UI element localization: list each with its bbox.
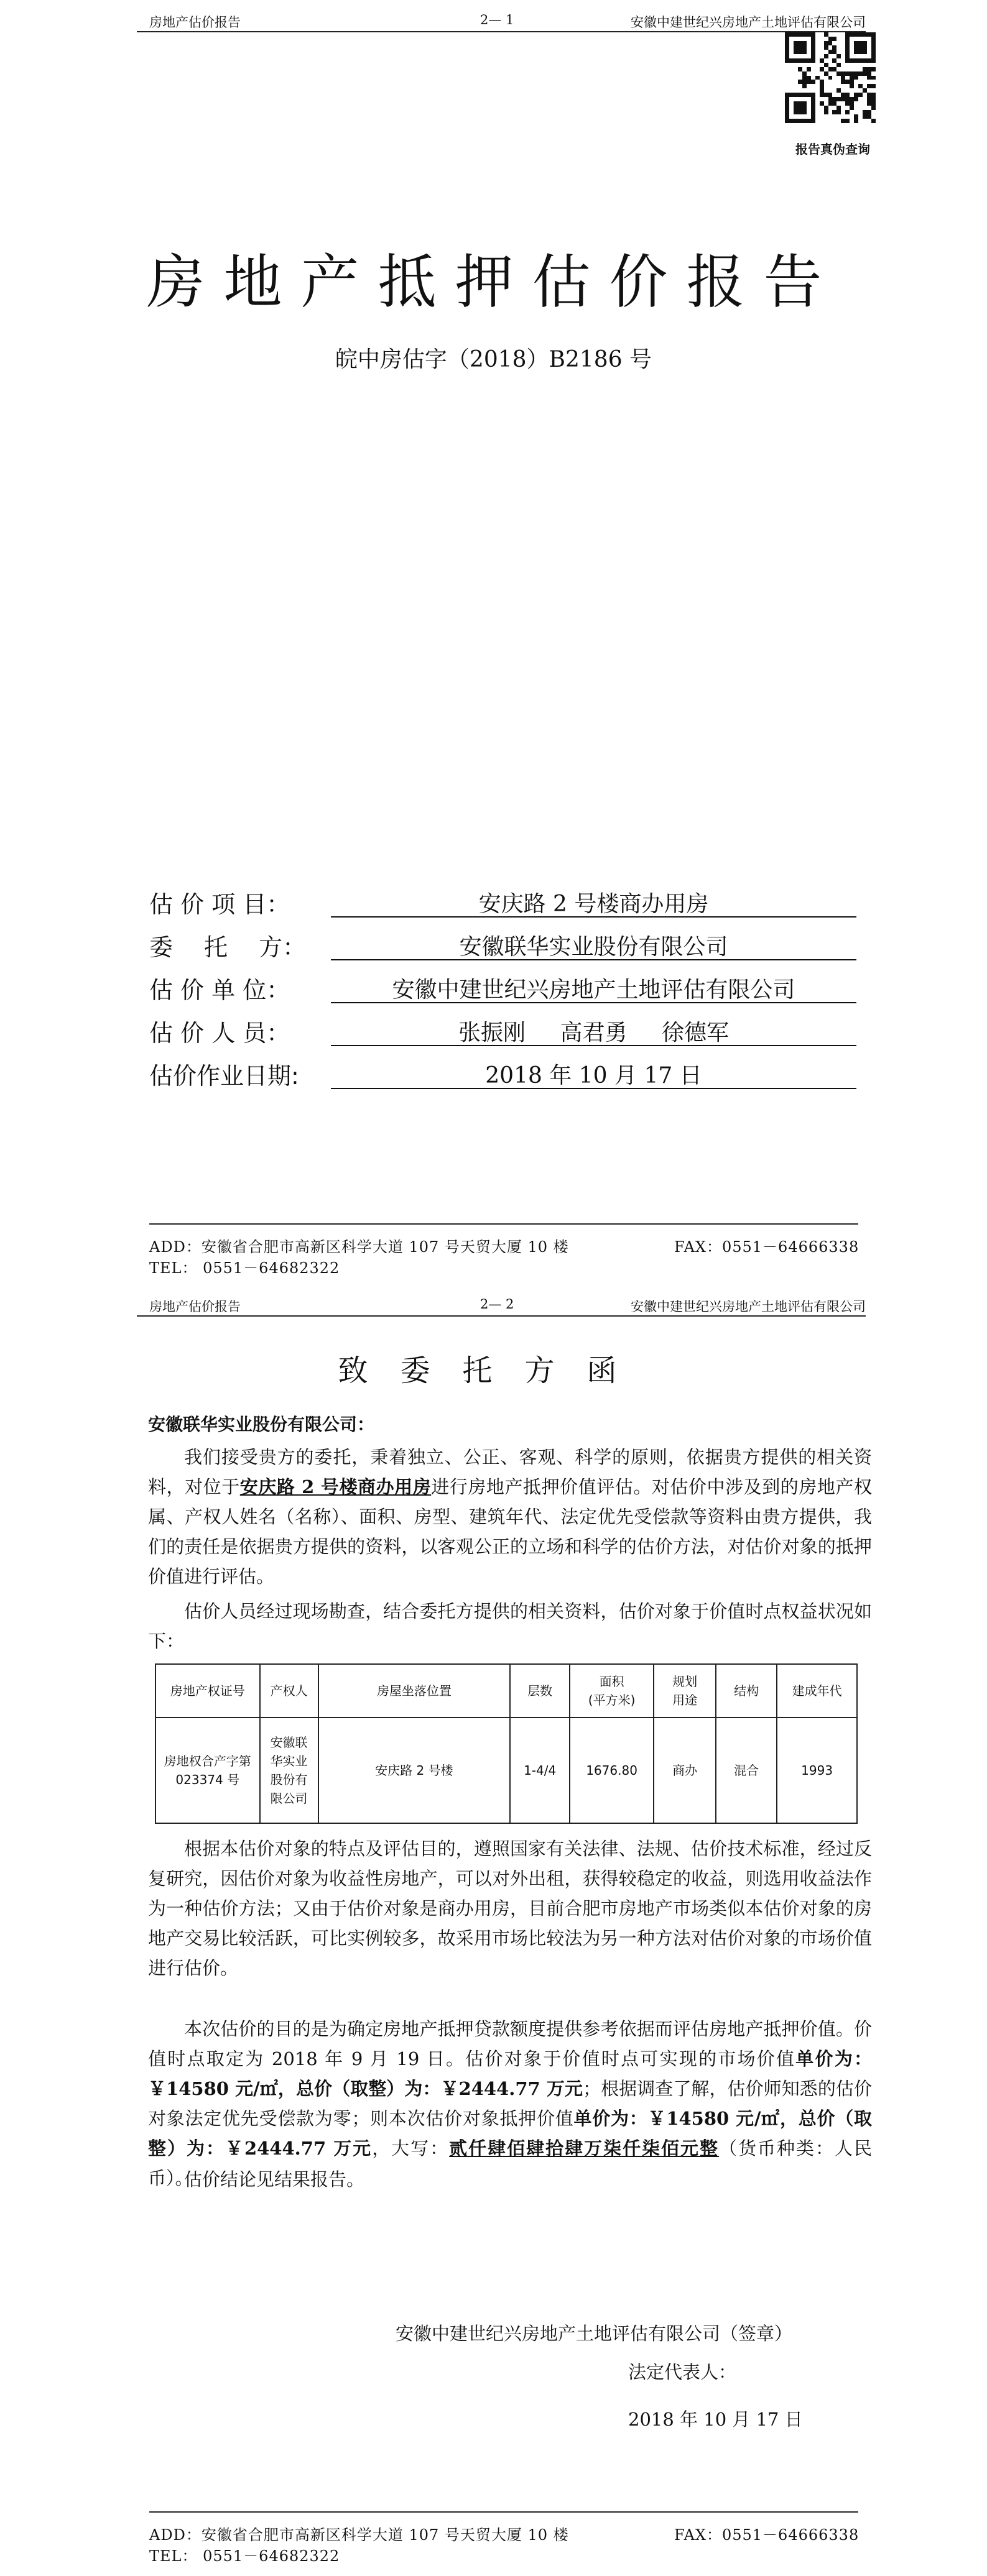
appraiser-name: 徐德军	[661, 1020, 729, 1046]
footer-address: ADD：安徽省合肥市高新区科学大道 107 号天贸大厦 10 楼	[149, 1238, 569, 1256]
text: 我们接受贵方的委托，秉着独立、公正、客观、科学的原则，依据贵方提供的相关资料，对位于	[148, 1447, 872, 1497]
paragraph-1	[148, 1442, 872, 1591]
qr-code-icon[interactable]	[785, 32, 876, 123]
signature-company: 安徽中建世纪兴房地产土地评估有限公司（签章）	[396, 2323, 793, 2344]
property-name: 安庆路 2 号楼商办用房	[239, 1476, 432, 1497]
appraiser-name: 张振刚	[458, 1020, 526, 1046]
column-header: 房地产权证号	[155, 1664, 260, 1718]
paragraph-5: 估价结论见结果报告。	[184, 2169, 365, 2190]
field-appraisers	[149, 1010, 852, 1047]
mortgage-value: 单价为：￥14580 元/㎡，总价（取整）为：￥2444.77 万元	[148, 2108, 872, 2159]
table-cell: 商办	[654, 1718, 716, 1823]
field-date	[149, 1053, 852, 1090]
table-row	[155, 1718, 857, 1823]
field-label: 估 价 人 员：	[149, 1019, 290, 1047]
text: 进行房地产抵押价值评估。对估价中涉及到的房地产权属、产权人姓名（名称）、面积、房型、建筑年代、法定优先受偿款等资料由贵方提供，我们的责任是依据贵方提供的资料，以客观公正的立场和科学的估价方法，对估价对象的抵押价值进行评估。	[148, 1476, 872, 1587]
column-header: 结构	[716, 1664, 777, 1718]
footer-tel: TEL： 0551－64682322	[149, 1259, 340, 1277]
header-right: 安徽中建世纪兴房地产土地评估有限公司	[631, 1299, 866, 1314]
field-value: 安庆路 2 号楼商办用房	[331, 886, 856, 918]
header-right: 安徽中建世纪兴房地产土地评估有限公司	[631, 15, 866, 30]
qr-caption: 报告真伪查询	[795, 142, 870, 157]
field-appraiser-company	[149, 967, 852, 1005]
column-header: 建成年代	[777, 1664, 857, 1718]
footer-rule	[149, 2511, 858, 2513]
signature-date: 2018 年 10 月 17 日	[628, 2409, 803, 2430]
paragraph-3: 根据本估价对象的特点及评估目的，遵照国家有关法律、法规、估价技术标准，经过反复研究，因估价对象为收益性房地产，可以对外出租，获得较稳定的收益，则选用收益法作为一种估价方法；又由于估价对象是商办用房，目前合肥市房地产市场类似本估价对象的房地产交易比较活跃，可比实例较多，故采用市场比较法为另一种方法对估价对象的市场价值进行估价。	[148, 1838, 872, 1979]
footer-fax: FAX：0551－64666338	[674, 2526, 860, 2544]
column-header: 面积 (平方米)	[570, 1664, 654, 1718]
running-header	[137, 1293, 866, 1317]
field-label: 估 价 项 目：	[149, 891, 290, 918]
header-left: 房地产估价报告	[149, 15, 241, 30]
table-cell: 混合	[716, 1718, 777, 1823]
column-header: 规划 用途	[654, 1664, 716, 1718]
footer-fax: FAX：0551－64666338	[674, 1238, 860, 1256]
column-header: 层数	[510, 1664, 570, 1718]
running-header	[137, 9, 866, 32]
table-cell: 1676.80	[570, 1718, 654, 1823]
document-number: 皖中房估字（2018）B2186 号	[335, 347, 652, 372]
amount-in-words: 贰仟肆佰肆拾肆万柒仟柒佰元整	[449, 2138, 720, 2159]
field-project	[149, 881, 852, 919]
text: 本次估价的目的是为确定房地产抵押贷款额度提供参考依据而评估房地产抵押价值。价值时点取定为 2018 年 9 月 19 日。估价对象于价值时点可实现的市场价值	[148, 2018, 872, 2069]
addressee: 安徽联华实业股份有限公司：	[148, 1414, 375, 1435]
property-table	[155, 1663, 858, 1824]
text: （货币种类：人民币）。	[148, 2138, 872, 2189]
table-cell: 房地权合产字第 023374 号	[155, 1718, 260, 1823]
paragraph-2: 估价人员经过现场勘查，结合委托方提供的相关资料，估价对象于价值时点权益状况如下：	[148, 1601, 872, 1652]
table-cell: 安庆路 2 号楼	[318, 1718, 511, 1823]
field-value: 安徽联华实业股份有限公司	[331, 929, 856, 960]
field-client	[149, 924, 852, 962]
footer-address: ADD：安徽省合肥市高新区科学大道 107 号天贸大厦 10 楼	[149, 2526, 569, 2544]
table-cell: 1-4/4	[510, 1718, 570, 1823]
field-value	[331, 1015, 856, 1046]
signature-representative: 法定代表人：	[628, 2362, 737, 2383]
header-page-number: 2— 1	[480, 12, 514, 27]
column-header: 房屋坐落位置	[318, 1664, 511, 1718]
table-cell: 安徽联 华实业 股份有 限公司	[260, 1718, 318, 1823]
appraiser-name: 高君勇	[560, 1020, 628, 1046]
report-title: 房地产抵押估价报告	[146, 249, 841, 316]
field-label: 估价作业日期:	[149, 1062, 299, 1090]
field-label: 委 托 方：	[149, 934, 307, 961]
header-left: 房地产估价报告	[149, 1299, 241, 1314]
field-value: 2018 年 10 月 17 日	[331, 1058, 856, 1089]
field-label: 估 价 单 位：	[149, 977, 290, 1004]
market-value: 单价为：￥14580 元/㎡，总价（取整）为：￥2444.77 万元	[148, 2048, 872, 2099]
letter-title: 致委托方函	[338, 1353, 649, 1388]
table-cell: 1993	[777, 1718, 857, 1823]
text: ；根据调查了解，估价师知悉的估价对象法定优先受偿款为零；则本次估价对象抵押价值	[148, 2078, 872, 2129]
field-value: 安徽中建世纪兴房地产土地评估有限公司	[331, 972, 856, 1003]
footer-tel: TEL： 0551－64682322	[149, 2547, 340, 2565]
table-header-row	[155, 1664, 857, 1718]
column-header: 产权人	[260, 1664, 318, 1718]
header-page-number: 2— 2	[480, 1297, 514, 1312]
footer-rule	[149, 1223, 858, 1225]
letter-page	[0, 1293, 987, 2576]
text: ，大写：	[372, 2138, 450, 2159]
